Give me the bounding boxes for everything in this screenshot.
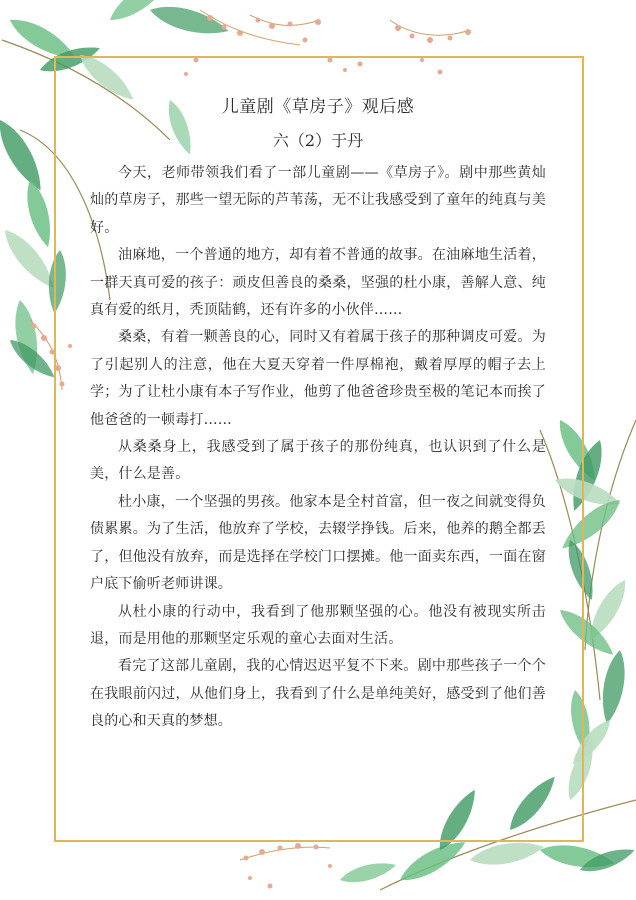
page-title: 儿童剧《草房子》观后感 <box>221 97 415 117</box>
essay-body <box>90 92 546 736</box>
paragraph: 桑桑，有着一颗善良的心，同时又有着属于孩子的那种调皮可爱。为了引起别人的注意，他在大夏天穿着一件厚棉袍，戴着厚厚的帽子去上学；为了让杜小康有本子写作业，他剪了他爸爸珍贵至极的笔记本而挨了他爸爸的一顿毒打…… <box>90 329 546 428</box>
paragraph: 今天，老师带领我们看了一部儿童剧——《草房子》。剧中那些黄灿灿的草房子，那些一望无际的芦苇荡，无不让我感受到了童年的纯真与美好。 <box>90 165 546 236</box>
paragraph: 看完了这部儿童剧，我的心情迟迟平复不下来。剧中那些孩子一个个在我眼前闪过，从他们身上，我看到了什么是单纯美好，感受到了他们善良的心和天真的梦想。 <box>90 658 546 730</box>
bottom-blossoms <box>240 843 332 889</box>
paragraph: 杜小康，一个坚强的男孩。他家本是全村首富，但一夜之间就变得负债累累。为了生活，他放弃了学校，去辍学挣钱。后来，他养的鹅全都丢了，但他没有放弃，而是选择在学校门口摆摊。他一面卖东西，一面在窗户底下偷听老师讲课。 <box>90 493 546 593</box>
paragraph: 从杜小康的行动中，我看到了他那颗坚强的心。他没有被现实所击退，而是用他的那颗坚定乐观的童心去面对生活。 <box>90 603 546 647</box>
paragraph: 从桑桑身上，我感受到了属于孩子的那份纯真，也认识到了什么是美，什么是善。 <box>90 439 546 483</box>
paragraph: 油麻地，一个普通的地方，却有着不普通的故事。在油麻地生活着，一群天真可爱的孩子：顽皮但善良的桑桑，坚强的杜小康，善解人意、纯真有爱的纸月，秃顶陆鹤，还有许多的小伙伴…… <box>90 247 546 319</box>
author-line: 六（2）于丹 <box>272 131 364 150</box>
